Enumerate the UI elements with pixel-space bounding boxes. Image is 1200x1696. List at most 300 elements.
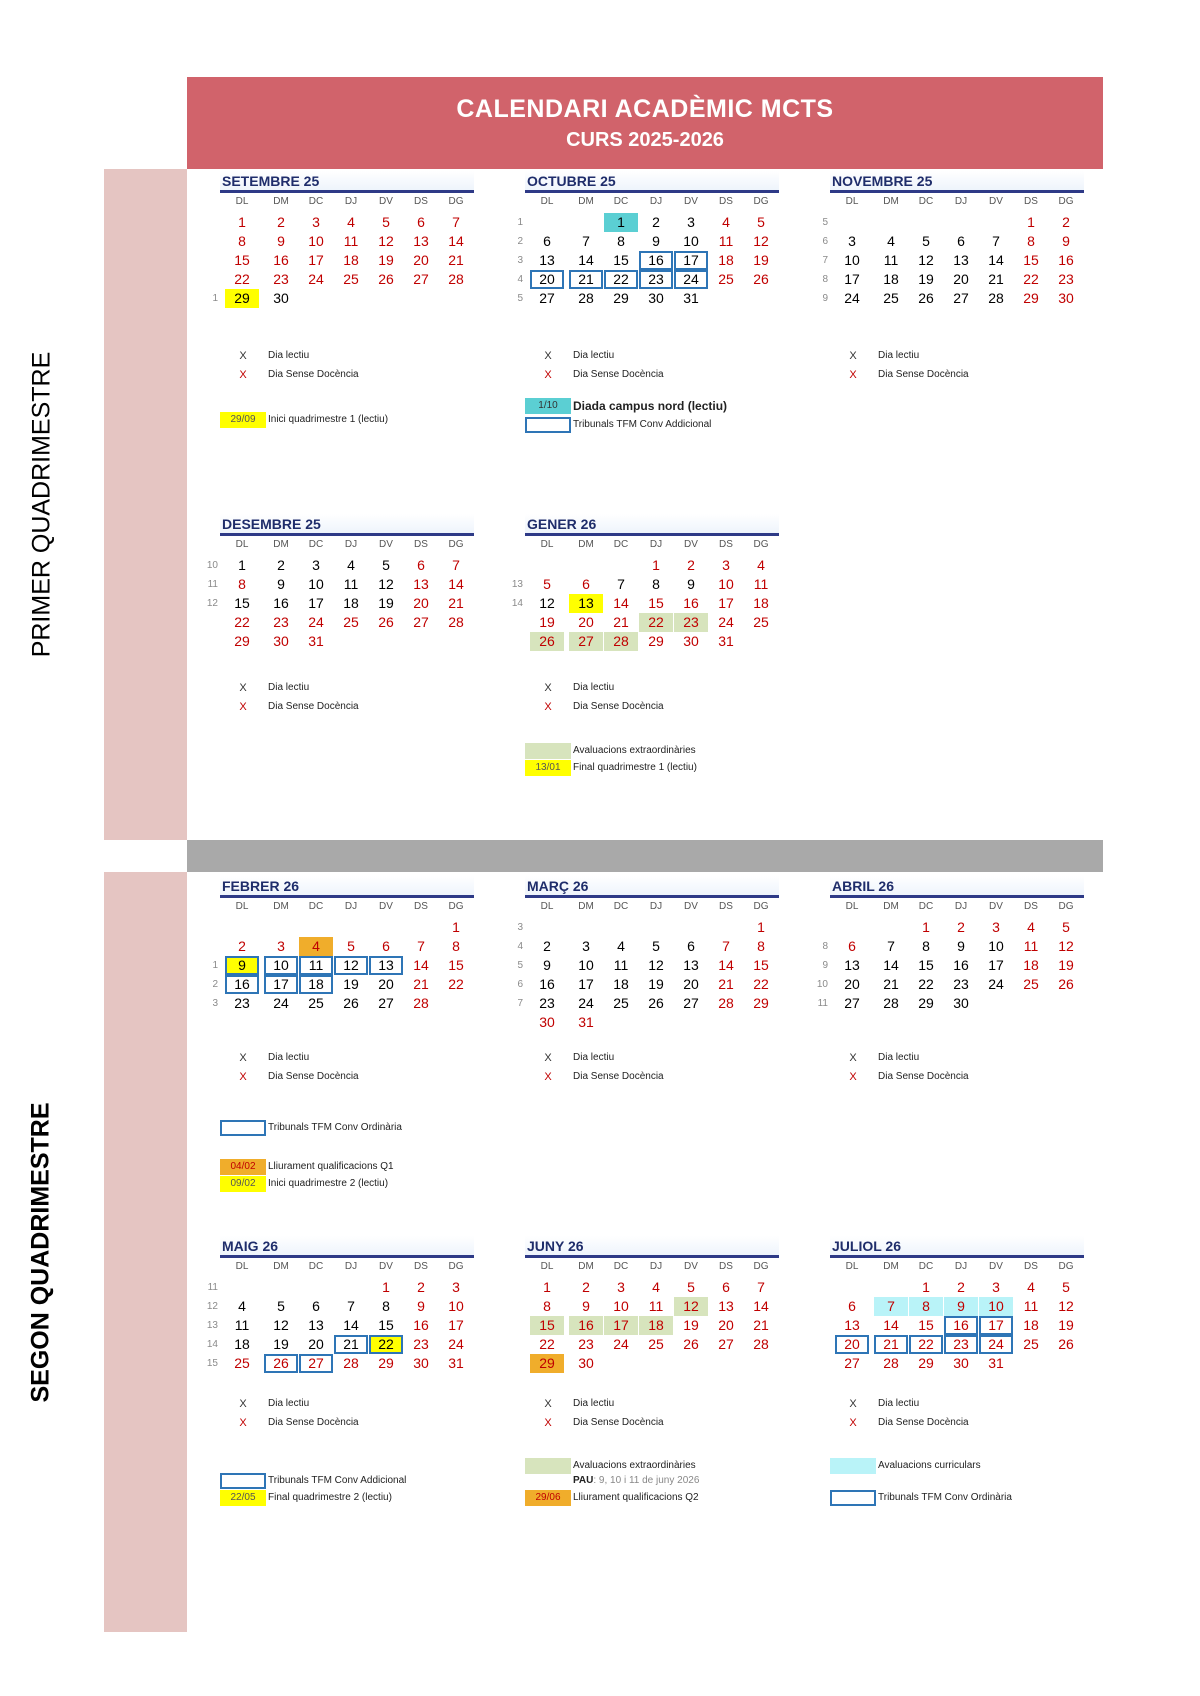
weekday-label: DM [578, 1261, 594, 1272]
legend-text: Tribunals TFM Conv Addicional [268, 1475, 407, 1486]
day-cell: 6 [848, 938, 856, 954]
month-header [525, 1236, 779, 1258]
legend-swatch: X [544, 682, 552, 694]
month-block [810, 876, 1080, 1036]
day-cell: 7 [887, 938, 895, 954]
legend-swatch: X [544, 350, 552, 362]
sidebar-q2 [104, 872, 187, 1632]
day-cell: 14 [413, 957, 429, 973]
day-cell: 8 [757, 938, 765, 954]
day-cell: 4 [347, 214, 355, 230]
day-cell: 19 [539, 614, 555, 630]
day-cell: 4 [1027, 1279, 1035, 1295]
day-cell: 3 [312, 557, 320, 573]
day-cell: 15 [448, 957, 464, 973]
day-cell: 1 [238, 557, 246, 573]
day-cell: 19 [648, 976, 664, 992]
day-cell: 27 [844, 995, 860, 1011]
legend-swatch: X [544, 369, 552, 381]
month-name: ABRIL 26 [832, 878, 894, 894]
month-name: JUNY 26 [527, 1238, 584, 1254]
day-cell: 25 [308, 995, 324, 1011]
legend-swatch: X [849, 1052, 857, 1064]
day-cell: 23 [234, 995, 250, 1011]
day-cell: 6 [312, 1298, 320, 1314]
week-number: 4 [517, 941, 523, 952]
month-header [220, 514, 474, 536]
weekday-label: DG [753, 901, 769, 912]
day-cell: 29 [234, 633, 250, 649]
day-cell: 17 [718, 595, 734, 611]
legend-text: Dia Sense Docència [573, 1071, 664, 1082]
legend-text: Dia Sense Docència [268, 1071, 359, 1082]
day-cell: 24 [988, 976, 1004, 992]
week-number: 11 [207, 579, 218, 590]
legend-text: Dia lectiu [878, 1052, 920, 1063]
day-cell: 6 [543, 233, 551, 249]
day-cell: 12 [378, 233, 394, 249]
day-cell: 24 [674, 270, 708, 289]
day-cell: 28 [448, 271, 464, 287]
day-cell: 3 [452, 1279, 460, 1295]
day-cell: 9 [277, 576, 285, 592]
weekday-label: DJ [649, 901, 663, 912]
month-header [525, 514, 779, 536]
day-cell: 28 [604, 632, 638, 651]
course-subtitle: CURS 2025-2026 [566, 129, 724, 151]
weekday-label: DC [613, 901, 629, 912]
day-cell: 7 [757, 1279, 765, 1295]
month-header [220, 1236, 474, 1258]
week-number: 2 [212, 979, 218, 990]
day-cell: 7 [347, 1298, 355, 1314]
day-cell: 11 [1023, 938, 1039, 954]
weekday-label: DM [273, 539, 289, 550]
day-cell: 21 [448, 595, 464, 611]
weekday-label: DV [989, 196, 1003, 207]
legend-swatch: X [849, 1398, 857, 1410]
day-cell: 16 [273, 252, 289, 268]
legend-text: Dia Sense Docència [878, 1071, 969, 1082]
day-cell: 21 [883, 976, 899, 992]
week-number: 1 [517, 217, 523, 228]
legend-text: Dia lectiu [268, 682, 310, 693]
day-cell: 15 [530, 1316, 564, 1335]
day-cell: 29 [753, 995, 769, 1011]
day-cell: 1 [922, 1279, 930, 1295]
weekday-label: DC [613, 1261, 629, 1272]
legend-swatch: X [239, 350, 247, 362]
month-header [830, 876, 1084, 898]
day-cell: 5 [652, 938, 660, 954]
day-cell: 28 [578, 290, 594, 306]
legend-text: Lliurament qualificacions Q1 [268, 1161, 394, 1172]
day-cell: 27 [953, 290, 969, 306]
weekday-label: DC [918, 1261, 934, 1272]
weekday-label: DL [235, 196, 249, 207]
week-number: 7 [822, 255, 828, 266]
day-cell: 2 [687, 557, 695, 573]
weekday-label: DG [448, 901, 464, 912]
weekday-label: DG [448, 196, 464, 207]
legend-swatch: X [544, 1417, 552, 1429]
weekday-label: DS [414, 1261, 428, 1272]
day-cell: 23 [578, 1336, 594, 1352]
day-cell: 21 [334, 1335, 368, 1354]
day-cell: 31 [448, 1355, 464, 1371]
month-name: GENER 26 [527, 516, 597, 532]
weekday-label: DJ [344, 1261, 358, 1272]
day-cell: 16 [944, 1316, 978, 1335]
day-cell: 27 [718, 1336, 734, 1352]
weekday-label: DG [448, 539, 464, 550]
day-cell: 21 [569, 270, 603, 289]
day-cell: 25 [1023, 1336, 1039, 1352]
week-number: 12 [206, 1301, 218, 1312]
day-cell: 23 [674, 613, 708, 632]
legend-text: Lliurament qualificacions Q2 [573, 1492, 699, 1503]
legend-text: Dia lectiu [268, 1398, 310, 1409]
day-cell: 5 [922, 233, 930, 249]
day-cell: 2 [652, 214, 660, 230]
day-cell: 21 [718, 976, 734, 992]
day-cell: 11 [753, 576, 769, 592]
weekday-label: DC [308, 1261, 324, 1272]
day-cell: 4 [347, 557, 355, 573]
day-cell: 18 [639, 1316, 673, 1335]
month-block [505, 1236, 775, 1396]
weekday-label: DV [684, 1261, 698, 1272]
day-cell: 16 [273, 595, 289, 611]
day-cell: 10 [718, 576, 734, 592]
day-cell: 21 [753, 1317, 769, 1333]
weekday-label: DG [753, 1261, 769, 1272]
day-cell: 3 [722, 557, 730, 573]
day-cell: 1 [757, 919, 765, 935]
calendar-header [187, 77, 1103, 169]
day-cell: 15 [753, 957, 769, 973]
day-cell: 3 [687, 214, 695, 230]
day-cell: 3 [277, 938, 285, 954]
day-cell: 22 [234, 614, 250, 630]
weekday-label: DL [540, 539, 554, 550]
day-cell: 16 [953, 957, 969, 973]
week-number: 6 [517, 979, 523, 990]
day-cell: 11 [883, 252, 899, 268]
day-cell: 24 [308, 271, 324, 287]
day-cell: 30 [273, 633, 289, 649]
weekday-label: DC [308, 901, 324, 912]
sidebar-q2-label-wrap [0, 872, 83, 1632]
day-cell: 30 [578, 1355, 594, 1371]
day-cell: 4 [617, 938, 625, 954]
legend-text: Avaluacions curriculars [878, 1460, 981, 1471]
day-cell: 1 [1027, 214, 1035, 230]
day-cell: 13 [539, 252, 555, 268]
day-cell: 15 [648, 595, 664, 611]
week-number: 9 [822, 960, 828, 971]
day-cell: 16 [569, 1316, 603, 1335]
weekday-label: DM [578, 539, 594, 550]
day-cell: 8 [652, 576, 660, 592]
legend-text: Avaluacions extraordinàries [573, 745, 696, 756]
month-name: FEBRER 26 [222, 878, 300, 894]
day-cell: 26 [530, 632, 564, 651]
month-block [810, 1236, 1080, 1396]
day-cell: 19 [918, 271, 934, 287]
day-cell: 19 [378, 595, 394, 611]
day-cell: 20 [530, 270, 564, 289]
weekday-label: DJ [344, 539, 358, 550]
day-cell: 10 [979, 1297, 1013, 1316]
weekday-label: DC [918, 196, 934, 207]
day-cell: 3 [312, 214, 320, 230]
day-cell: 5 [347, 938, 355, 954]
pau-label: PAU [573, 1475, 594, 1486]
legend-swatch: 29/09 [220, 412, 266, 428]
day-cell: 29 [918, 995, 934, 1011]
day-cell: 8 [238, 233, 246, 249]
month-block [200, 514, 470, 674]
day-cell: 14 [883, 1317, 899, 1333]
day-cell: 31 [988, 1355, 1004, 1371]
day-cell: 19 [753, 252, 769, 268]
day-cell: 27 [539, 290, 555, 306]
day-cell: 16 [539, 976, 555, 992]
weekday-label: DS [414, 901, 428, 912]
day-cell: 8 [1027, 233, 1035, 249]
legend-swatch [525, 417, 571, 433]
legend-swatch: X [849, 1417, 857, 1429]
day-cell: 21 [413, 976, 429, 992]
weekday-label: DV [989, 901, 1003, 912]
day-cell: 24 [448, 1336, 464, 1352]
month-name: MARÇ 26 [527, 878, 589, 894]
legend-text: Tribunals TFM Conv Ordinària [878, 1492, 1012, 1503]
day-cell: 4 [299, 937, 333, 956]
week-number: 3 [517, 255, 523, 266]
legend-swatch: 29/06 [525, 1490, 571, 1506]
day-cell: 6 [582, 576, 590, 592]
legend-text: Tribunals TFM Conv Ordinària [268, 1122, 402, 1133]
day-cell: 28 [883, 1355, 899, 1371]
day-cell: 18 [1023, 1317, 1039, 1333]
semester-divider [187, 840, 1103, 872]
day-cell: 4 [722, 214, 730, 230]
day-cell: 8 [452, 938, 460, 954]
day-cell: 19 [1058, 1317, 1074, 1333]
pau-text: : 9, 10 i 11 de juny 2026 [593, 1475, 700, 1486]
day-cell: 15 [918, 957, 934, 973]
weekday-label: DM [883, 901, 899, 912]
weekday-label: DS [414, 196, 428, 207]
day-cell: 8 [238, 576, 246, 592]
weekday-label: DL [845, 196, 859, 207]
weekday-label: DV [684, 539, 698, 550]
day-cell: 29 [918, 1355, 934, 1371]
day-cell: 8 [382, 1298, 390, 1314]
day-cell: 3 [582, 938, 590, 954]
day-cell: 15 [234, 252, 250, 268]
weekday-label: DL [540, 1261, 554, 1272]
day-cell: 6 [722, 1279, 730, 1295]
day-cell: 26 [1058, 976, 1074, 992]
weekday-label: DG [753, 539, 769, 550]
day-cell: 26 [264, 1354, 298, 1373]
legend-text: Diada campus nord (lectiu) [573, 399, 728, 413]
day-cell: 22 [918, 976, 934, 992]
weekday-label: DM [883, 1261, 899, 1272]
legend-text: Dia Sense Docència [573, 369, 664, 380]
weekday-label: DJ [954, 196, 968, 207]
day-cell: 3 [992, 1279, 1000, 1295]
legend-swatch [830, 1458, 876, 1474]
day-cell: 22 [753, 976, 769, 992]
day-cell: 9 [543, 957, 551, 973]
day-cell: 18 [613, 976, 629, 992]
day-cell: 14 [718, 957, 734, 973]
day-cell: 13 [683, 957, 699, 973]
day-cell: 25 [883, 290, 899, 306]
weekday-label: DL [845, 1261, 859, 1272]
month-block [505, 171, 775, 331]
day-cell: 24 [273, 995, 289, 1011]
legend-swatch: X [239, 1071, 247, 1083]
day-cell: 7 [722, 938, 730, 954]
day-cell: 10 [844, 252, 860, 268]
day-cell: 23 [273, 271, 289, 287]
day-cell: 10 [264, 956, 298, 975]
day-cell: 7 [617, 576, 625, 592]
weekday-label: DS [719, 539, 733, 550]
week-number: 11 [817, 998, 828, 1009]
day-cell: 11 [648, 1298, 664, 1314]
day-cell: 12 [918, 252, 934, 268]
day-cell: 7 [452, 557, 460, 573]
day-cell: 29 [225, 289, 259, 308]
day-cell: 18 [234, 1336, 250, 1352]
day-cell: 15 [918, 1317, 934, 1333]
day-cell: 7 [452, 214, 460, 230]
weekday-label: DL [235, 1261, 249, 1272]
day-cell: 2 [582, 1279, 590, 1295]
day-cell: 27 [299, 1354, 333, 1373]
legend-swatch: X [849, 350, 857, 362]
day-cell: 19 [1058, 957, 1074, 973]
day-cell: 23 [1058, 271, 1074, 287]
weekday-label: DC [613, 196, 629, 207]
day-cell: 25 [1023, 976, 1039, 992]
day-cell: 4 [1027, 919, 1035, 935]
weekday-label: DV [684, 196, 698, 207]
legend-swatch: X [544, 1398, 552, 1410]
day-cell: 13 [569, 594, 603, 613]
day-cell: 17 [308, 595, 324, 611]
day-cell: 27 [413, 614, 429, 630]
weekday-label: DJ [649, 539, 663, 550]
legend-text: Dia lectiu [268, 350, 310, 361]
day-cell: 26 [753, 271, 769, 287]
day-cell: 17 [674, 251, 708, 270]
month-name: SETEMBRE 25 [222, 173, 320, 189]
day-cell: 31 [718, 633, 734, 649]
day-cell: 12 [753, 233, 769, 249]
day-cell: 11 [299, 956, 333, 975]
day-cell: 4 [238, 1298, 246, 1314]
day-cell: 16 [1058, 252, 1074, 268]
day-cell: 20 [718, 1317, 734, 1333]
month-name: MAIG 26 [222, 1238, 279, 1254]
weekday-label: DC [308, 539, 324, 550]
day-cell: 3 [617, 1279, 625, 1295]
day-cell: 8 [909, 1297, 943, 1316]
week-number: 9 [822, 293, 828, 304]
day-cell: 22 [1023, 271, 1039, 287]
day-cell: 9 [417, 1298, 425, 1314]
day-cell: 23 [944, 1335, 978, 1354]
legend-text: Dia lectiu [573, 1398, 615, 1409]
day-cell: 14 [753, 1298, 769, 1314]
day-cell: 19 [683, 1317, 699, 1333]
day-cell: 12 [378, 576, 394, 592]
legend-text: Dia Sense Docència [268, 1417, 359, 1428]
day-cell: 30 [683, 633, 699, 649]
day-cell: 25 [718, 271, 734, 287]
day-cell: 2 [277, 214, 285, 230]
legend-text: Avaluacions extraordinàries [573, 1460, 696, 1471]
day-cell: 16 [225, 975, 259, 994]
legend-swatch [525, 743, 571, 759]
day-cell: 18 [753, 595, 769, 611]
legend-text: Dia lectiu [268, 1052, 310, 1063]
day-cell: 11 [343, 233, 359, 249]
legend-swatch: 04/02 [220, 1159, 266, 1175]
weekday-label: DG [1058, 1261, 1074, 1272]
legend-swatch: 22/05 [220, 1490, 266, 1506]
week-number: 3 [212, 998, 218, 1009]
day-cell: 1 [452, 919, 460, 935]
legend-text: Final quadrimestre 2 (lectiu) [268, 1492, 392, 1503]
day-cell: 23 [413, 1336, 429, 1352]
week-number: 3 [517, 922, 523, 933]
day-cell: 6 [957, 233, 965, 249]
legend-text: Dia Sense Docència [573, 1417, 664, 1428]
legend-swatch [525, 1458, 571, 1474]
day-cell: 9 [1062, 233, 1070, 249]
weekday-label: DG [1058, 196, 1074, 207]
week-number: 13 [511, 579, 523, 590]
day-cell: 23 [539, 995, 555, 1011]
legend-swatch: 1/10 [525, 398, 571, 414]
day-cell: 2 [417, 1279, 425, 1295]
day-cell: 20 [378, 976, 394, 992]
week-number: 11 [207, 1282, 218, 1293]
weekday-label: DV [379, 901, 393, 912]
day-cell: 30 [953, 995, 969, 1011]
week-number: 8 [822, 274, 828, 285]
day-cell: 9 [277, 233, 285, 249]
day-cell: 1 [604, 213, 638, 232]
day-cell: 28 [883, 995, 899, 1011]
weekday-label: DJ [344, 196, 358, 207]
day-cell: 10 [448, 1298, 464, 1314]
day-cell: 30 [1058, 290, 1074, 306]
day-cell: 22 [639, 613, 673, 632]
week-number: 1 [212, 960, 218, 971]
day-cell: 2 [238, 938, 246, 954]
day-cell: 18 [883, 271, 899, 287]
month-name: DESEMBRE 25 [222, 516, 321, 532]
